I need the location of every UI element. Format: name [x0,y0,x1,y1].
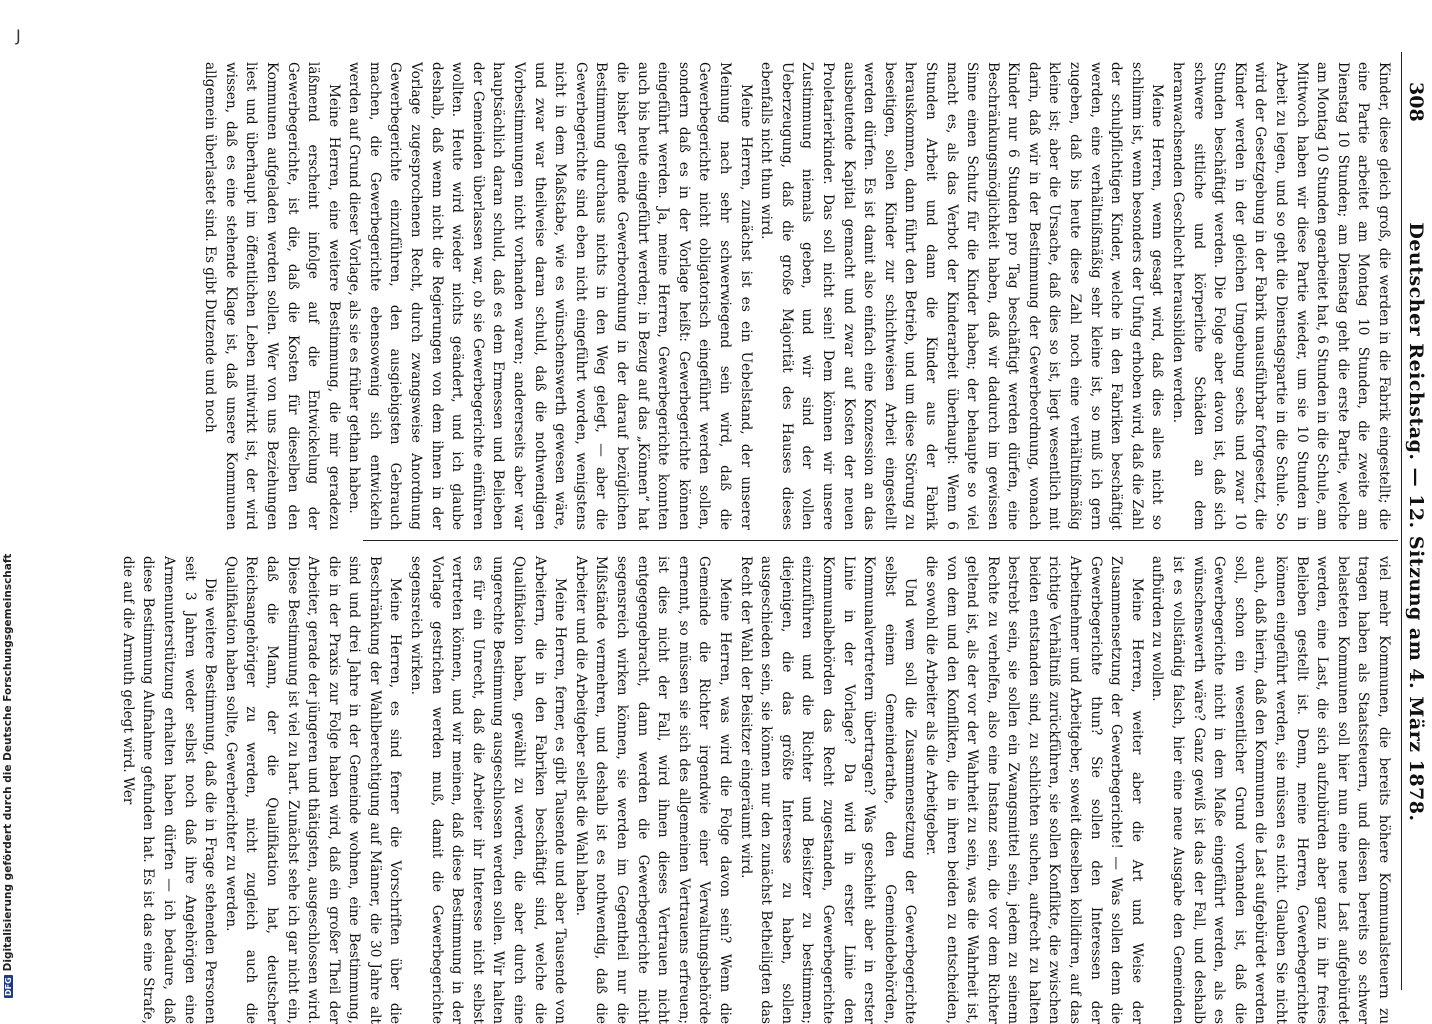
right-column-paragraph: Und wem soll die Zusammensetzung der Gewerbegerichte selbst einem Gemeinderathe, den Gemeindebehörden, Kommunalvertretern übertragen? Was geschieht aber in erster Linie in der Vorlage? Da wird in erster Linie den Kommunalbehörden das Recht zugestanden, Gewerbegerichte einzuführen und die Richter und Beisitzer zu bestimmen; diejenigen, die das größte Interesse zu haben, sollen ausgeschieden sein, sie können nur den zunächst Betheiligten das Recht der Wahl der Beisitzer eingeräumt wird. [737,556,919,1024]
right-column-paragraph: Die weitere Bestimmung, daß die in Frage stehenden Personen seit 3 Jahren weder selbst noch daß ihre Angehörigen eine Armenunterstützung erhalten haben dürfen — ich bedaure, daß diese Bestimmung Aufnahme gefunden hat. Es ist das eine Strafe, die auf die Armuth gelegt wird. Wer [119,556,219,1024]
right-column-paragraph: Meine Herren, ferner, es gibt Tausende und aber Tausende von Arbeitern, die in den Fabriken beschäftigt sind, welche die Qualifikation haben, gewählt zu werden, die aber durch eine ungerechte Bestimmung ausgeschlossen werden sollen. Wir halten es für ein Unrecht, daß die Arbeiter ihr Interesse nicht selbst vertreten können, und wir meinen, daß diese Bestimmung in der Vorlage gestrichen werden muß, damit die Gewerbegerichte segensreich wirken. [408,556,569,1024]
right-column-paragraph: Meine Herren, was wird die Folge davon sein? Wenn die Gemeinde die Richter irgendwie einer Verwaltungsbehörde ernennt, so müssen sie sich des allgemeinen Vertrauens erfreuen; ist dies nicht der Fall, wird ihnen dieses Vertrauen nicht entgegengebracht, dann werden die Gewerbegerichte nicht segensreich wirken können, sie werden im Gegentheil nur die Mißstände vermehren, und deshalb ist es nothwendig, daß die Arbeiter und die Arbeitgeber selbst die Wahl haben. [572,556,733,1024]
page-number: 308 [1405,82,1427,122]
right-column-paragraph: Meine Herren, es sind ferner die Vorschriften über die Beschränkung der Wahlberechtigung auf Männer, die 30 Jahre alt sind und drei Jahre in der Gemeinde wohnen, eine Bestimmung, die in der Praxis zur Folge haben wird, daß ein großer Theil der Arbeiter, gerade der jüngeren und thätigsten, ausgeschlossen wird. Diese Bestimmung ist viel zu hart. Zunächst sehe ich gar nicht ein, daß die Mann, der die Qualifikation hat, deutscher Reichsangehöriger zu werden, nicht zugleich auch die Qualifikation haben sollte, Gewerberichter zu werden. [222,556,404,1024]
margin-mark: J [16,26,21,45]
header-rule [1401,52,1402,990]
left-column-paragraph: Meine Herren, eine weitere Bestimmung, die mir geradezu läßmend erscheint infolge auf die Entwickelung der Gewerbegerichte, ist die, daß die Kosten für dieselben den Kommunen aufgeladen werden sollen. Wer von uns Beziehungen liest und überhaupt im öffentlichen Leben mitwirkt ist, der wird wissen, daß es eine stehende Klage ist, daß unsere Kommunen allgemein überlastet sind. Es gibt Dutzende und noch [202,62,342,530]
right-column-paragraph: viel mehr Kommunen, die bereits höhere Kommunalsteuern zu tragen haben als Staatssteuern, und diesen bereits so schwer belasteten Kommunen soll hier nun eine neue Last aufgebürdet werden, eine Last, die sich aufzubürden aber ganz in ihr freies Belieben gestellt ist. Denn, meine Herren, Gewerbegerichte können eingeführt werden, sie müssen es nicht. Glauben Sie nicht auch, daß hierin, daß den Kommunen die Last aufgebürdet werden soll, schon ein wesentlicher Grund vorhanden ist, daß die Gewerbegerichte nicht in dem Maße eingeführt werden, als es wünschenswerth wäre? Ganz gewiß ist das der Fall, und deshalb ist es vollständig falsch, hier eine neue Ausgabe den Gemeinden aufbürden zu wollen. [1149,556,1392,1024]
left-column-paragraph: Meine Herren, wenn gesagt wird, daß dies alles nicht so schlimm ist, wenn besonders der Unfug erhoben wird, daß die Zahl der schulpflichtigen Kinder, welche in den Fabriken beschäftigt werden, eine verhältnißmäßig sehr kleine ist, so muß ich gern zugeben, daß bis heute diese Zahl noch eine verhältnißmäßig kleine ist; aber die Ursache, daß dies so ist, liegt wesentlich mit darin, daß wir in der Bestimmung der Gewerbeordnung, wonach Kinder nur 6 Stunden pro Tag beschäftigt werden dürfen, eine Beschränkungsmöglichkeit haben, daß wir dadurch im gewissen Sinne einen Schutz für die Kinder haben; der behaupte so viel macht es, als das Verbot der Kinderarbeit überhaupt: Wenn 6 Stunden Arbeit und dann die Kinder aus der Fabrik herauskommen, dann führt den Betrieb, und um diese Störung zu beseitigen, sollen Kinder zur schichtweisen Arbeit eingestellt werden dürfen. Es ist damit also einfach eine Konzession an das ausbeutende Kapital gemacht und zwar auf Kosten der neuen Proletarierkinder. Das soll nicht sein! Dem können wir unsere Zustimmung niemals geben, und wir sind der vollen Ueberzeugung, daß die große Majorität des Hauses dieses ebenfalls nicht thun wird. [758,62,1166,530]
left-column-paragraph: Kinder, diese gleich groß, die werden in die Fabrik eingestellt; die eine Partie arbeitet am Montag 10 Stunden, die zweite am Dienstag 10 Stunden; am Dienstag geht die erste Partie, welche am Montag 10 Stunden gearbeitet hat, 6 Stunden in die Schule, am Mittwoch haben wir diese Partie wieder, um sie 10 Stunden in Arbeit zu legen, und so geht die Dienstagspartie in die Schule. So wird der Gesetzgebung in der Fabrik unausführbar fortgesetzt, die Kinder werden in der gleichen Umgebung sechs und zwar 10 Stunden beschäftigt werden. Die Folge aber davon ist, daß sich schwere sittliche und körperliche Schäden an dem heranwachsenden Geschlecht herausbilden werden. [1170,62,1392,530]
dfg-logo: DFG [4,977,13,996]
digitization-credit: Digitalisierung gefördert durch die Deutsche Forschungsgemeinschaft [2,553,14,972]
left-column-paragraph: Meine Herren, zunächst ist es ein Uebelstand, der unserer Meinung nach sehr schwerwiegend sein wird, daß die Gewerbegerichte nicht obligatorisch eingeführt werden sollen, sondern daß es in der Vorlage heißt: Gewerbegerichte können eingeführt werden. Ja, meine Herren, Gewerbegerichte konnten auch bis heute eingeführt werden; in Bezug auf das „Können“ hat die bisher geltende Gewerbeordnung in der darauf bezüglichen Bestimmung durchaus nichts in den Weg gelegt, — aber die Gewerbegerichte sind eben nicht eingeführt worden, wenigstens nicht in dem Maßstabe, wie es wünschenswerth gewesen wäre, und zwar war theilweise daran schuld, daß die nothwendigen Vorbestimmungen nicht vorhanden waren; andererseits aber war hauptsächlich daran schuld, daß es dem Ermessen und Belieben der Gemeinden überlassen war, ob sie Gewerbegerichte einführen wollten. Heute wird wieder nichts geändert, und ich glaube deshalb, daß wenn nicht die Regierungen von dem ihnen in der Vorlage zugesprochenen Recht, durch zwangsweise Anordnung Gewerbegerichte einzuführen, den ausgiebigsten Gebrauch machen, die Gewerbegerichte ebensowenig sich entwickeln werden auf Grund dieser Vorlage, als sie es früher gethan haben. [346,62,754,530]
page-header [1401,82,1427,962]
right-column-paragraph: Meine Herren, weiter aber die Art und Weise der Zusammensetzung der Gewerbegerichte! — Was sollen denn die Gewerbegerichte thun? Sie sollen den Interessen der Arbeitnehmer und Arbeitgeber, soweit dieselben kollidiren, auf das richtige Verhältniß zurückführen, sie sollen Konflikte, die zwischen beiden entstanden sind, zu schlichten suchen, aufrecht zu halten bestrebt sein, sie sollen ein Zwangsmittel sein, jedem zu seinem Rechte zu verhelfen, also eine Instanz sein, die vor dem Richter geltend ist, als der vor der Wahrheit zu sein, was die Wahrheit ist, von dem und den Konflikten, die in ihren beiden zu entscheiden, die sowohl die Arbeiter als die Arbeitgeber. [922,556,1145,1024]
digitization-footer [2,470,14,998]
running-title: Deutscher Reichstag. — 12. Sitzung am 4. März 1878. [1405,222,1427,822]
right-column [119,556,1394,1024]
column-divider [363,540,1398,541]
left-column [202,62,1394,530]
